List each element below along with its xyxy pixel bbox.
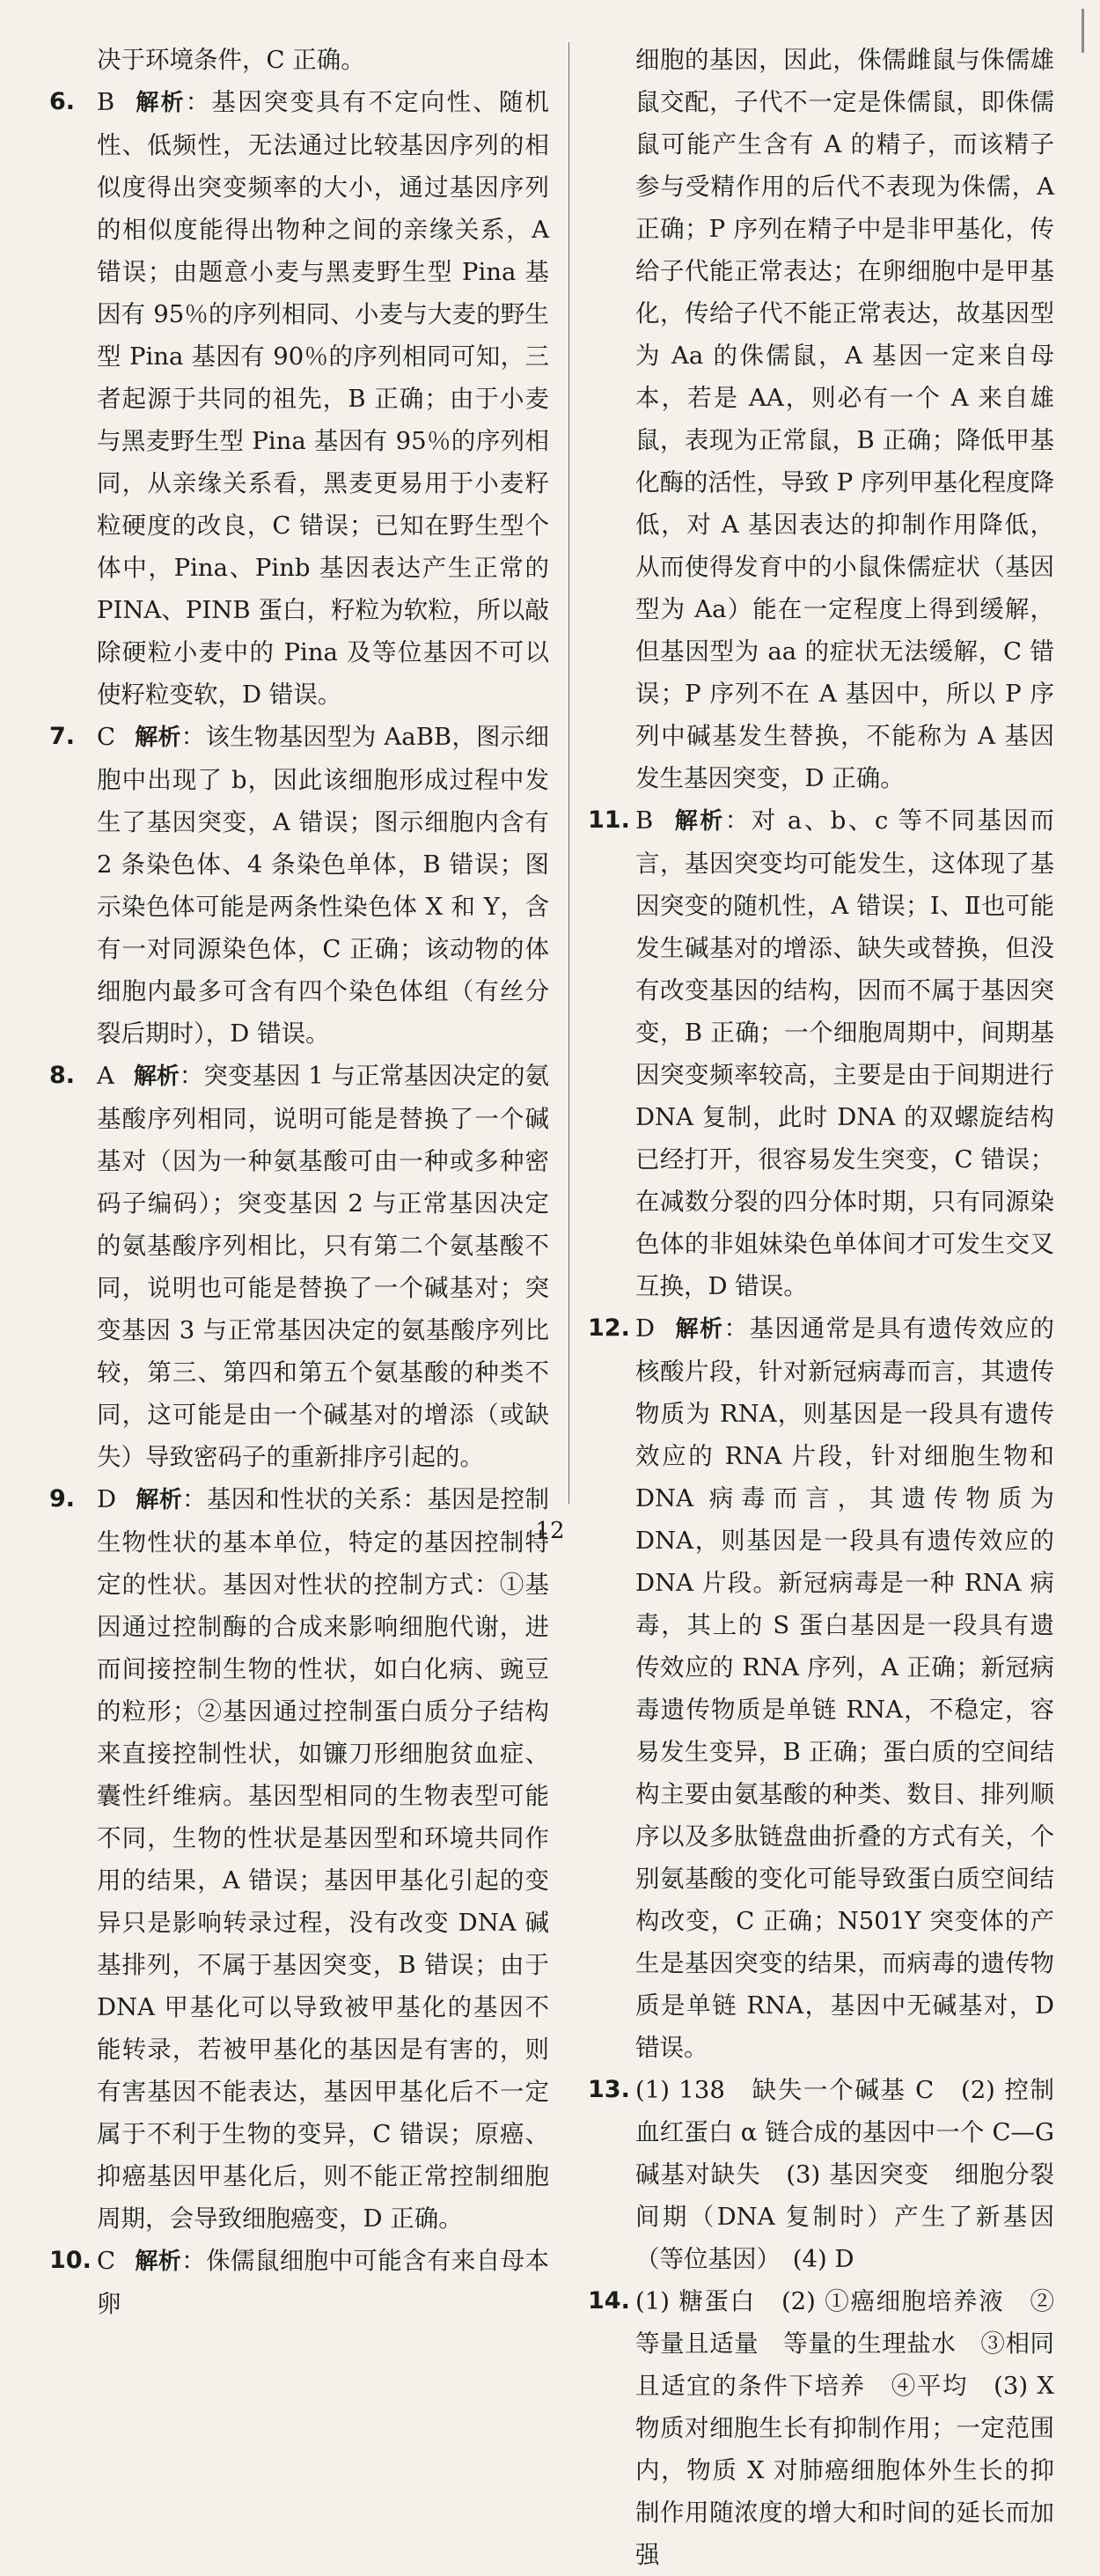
answer-item-9: [49, 1478, 549, 2240]
question-number: 11.: [588, 806, 630, 834]
answer-item-13: [588, 2069, 1054, 2280]
question-number: 8.: [49, 1062, 76, 1089]
answer-text: (1) 138 缺失一个碱基 C (2) 控制血红蛋白 α 链合成的基因中一个 C—G 碱基对缺失 (3) 基因突变 细胞分裂间期（DNA 复制时）产生了新基因（等位基因） (4) D: [635, 2076, 1054, 2273]
analysis-label: 解析: [133, 1064, 180, 1090]
answer-text: 决于环境条件，C 正确。: [97, 46, 365, 74]
answer-item-5-continued: [49, 39, 549, 81]
page-number: 12: [535, 1518, 565, 1544]
analysis-label: 解析: [674, 1316, 724, 1343]
answer-letter: B: [97, 88, 115, 116]
answer-text: ：侏儒鼠细胞中可能含有来自母本卵: [97, 2247, 549, 2318]
answer-item-10-continued: [588, 39, 1054, 799]
answer-letter: C: [97, 2247, 116, 2275]
left-column: [49, 39, 549, 2325]
answer-text: ：基因和性状的关系：基因是控制生物性状的基本单位，特定的基因控制特定的性状。基因对性状的控制方式：①基因通过控制酶的合成来影响细胞代谢，进而间接控制生物的性状，如白化病、豌豆的粒形；②基因通过控制蛋白质分子结构来直接控制性状，如镰刀形细胞贫血症、囊性纤维病。基因型相同的生物表型可能不同，生物的性状是基因型和环境共同作用的结果，A 错误；基因甲基化引起的变异只是影响转录过程，没有改变 DNA 碱基排列，不属于基因突变，B 错误；由于 DNA 甲基化可以导致被甲基化的基因不能转录，若被甲基化的基因是有害的，则有害基因不能表达，基因甲基化后不一定属于不利于生物的变异，C 错误；原癌、抑癌基因甲基化后，则不能正常控制细胞周期，会导致细胞癌变，D 正确。: [97, 1485, 549, 2233]
answer-text: ：对 a、b、c 等不同基因而言，基因突变均可能发生，这体现了基因突变的随机性，A 错误；Ⅰ、Ⅱ也可能发生碱基对的增添、缺失或替换，但没有改变基因的结构，因而不属于基因突变，B 正确；一个细胞周期中，间期基因突变频率较高，主要是由于间期进行 DNA 复制，此时 DNA 的双螺旋结构已经打开，很容易发生突变，C 错误；在减数分裂的四分体时期，只有同源染色体的非姐妹染色单体间才可发生交叉互换，D 错误。: [635, 806, 1054, 1300]
question-number: 13.: [588, 2076, 630, 2103]
answer-letter: A: [97, 1062, 114, 1090]
answer-letter: C: [97, 723, 116, 751]
analysis-label: 解析: [135, 725, 181, 751]
answer-item-11: [588, 799, 1054, 1307]
answer-item-10: [49, 2240, 549, 2325]
question-number: 7.: [49, 723, 76, 750]
answer-letter: D: [635, 1314, 656, 1343]
answer-item-12: [588, 1307, 1054, 2069]
answer-item-6: [49, 81, 549, 716]
analysis-label: 解析: [135, 2248, 182, 2275]
answer-text: ：该生物基因型为 AaBB，图示细胞中出现了 b，因此该细胞形成过程中发生了基因突变，A 错误；图示细胞内含有 2 条染色体、4 条染色单体，B 错误；图示染色体可能是两条性染色体 X 和 Y，含有一对同源染色体，C 正确；该动物的体细胞内最多可含有四个染色体组（有丝分裂后期时），D 错误。: [97, 723, 549, 1048]
right-column: [588, 39, 1054, 2576]
question-number: 9.: [49, 1485, 76, 1512]
answer-item-7: [49, 716, 549, 1055]
question-number: 12.: [588, 1314, 630, 1342]
answer-item-14: [588, 2280, 1054, 2576]
answer-text: (1) 糖蛋白 (2) ①癌细胞培养液 ②等量且适量 等量的生理盐水 ③相同且适宜的条件下培养 ④平均 (3) X 物质对细胞生长有抑制作用；一定范围内，物质 X 对肺癌细胞体外生长的抑制作用随浓度的增大和时间的延长而加强: [635, 2287, 1054, 2569]
question-number: 6.: [49, 88, 76, 115]
answer-text: 细胞的基因，因此，侏儒雌鼠与侏儒雄鼠交配，子代不一定是侏儒鼠，即侏儒鼠可能产生含有 A 的精子，而该精子参与受精作用的后代不表现为侏儒，A 正确；P 序列在精子中是非甲基化，传给子代能正常表达；在卵细胞中是甲基化，传给子代不能正常表达，故基因型为 Aa 的侏儒鼠，A 基因一定来自母本，若是 AA，则必有一个 A 来自雄鼠，表现为正常鼠，B 正确；降低甲基化酶的活性，导致 P 序列甲基化程度降低，对 A 基因表达的抑制作用降低，从而使得发育中的小鼠侏儒症状（基因型为 Aa）能在一定程度上得到缓解，但基因型为 aa 的症状无法缓解，C 错误；P 序列不在 A 基因中，所以 P 序列中碱基发生替换，不能称为 A 基因发生基因突变，D 正确。: [635, 46, 1054, 792]
answer-item-8: [49, 1055, 549, 1478]
question-number: 14.: [588, 2287, 630, 2315]
analysis-label: 解析: [134, 90, 186, 116]
column-divider: [568, 42, 569, 1504]
question-number: 10.: [49, 2247, 92, 2274]
answer-text: ：基因突变具有不定向性、随机性、低频性，无法通过比较基因序列的相似度得出突变频率的大小，通过基因序列的相似度能得出物种之间的亲缘关系，A 错误；由题意小麦与黑麦野生型 Pina 基因有 95％的序列相同、小麦与大麦的野生型 Pina 基因有 90％的序列相同可知，三者起源于共同的祖先，B 正确；由于小麦与黑麦野生型 Pina 基因有 95％的序列相同，从亲缘关系看，黑麦更易用于小麦籽粒硬度的改良，C 错误；已知在野生型个体中，Pina、Pinb 基因表达产生正常的 PINA、PINB 蛋白，籽粒为软粒，所以敲除硬粒小麦中的 Pina 及等位基因不可以使籽粒变软，D 错误。: [97, 88, 549, 709]
analysis-label: 解析: [672, 808, 725, 835]
answer-text: ：基因通常是具有遗传效应的核酸片段，针对新冠病毒而言，其遗传物质为 RNA，则基因是一段具有遗传效应的 RNA 片段，针对细胞生物和 DNA 病毒而言，其遗传物质为 DNA，则基因是一段具有遗传效应的 DNA 片段。新冠病毒是一种 RNA 病毒，其上的 S 蛋白基因是一段具有遗传效应的 RNA 序列，A 正确；新冠病毒遗传物质是单链 RNA，不稳定，容易发生变异，B 正确；蛋白质的空间结构主要由氨基酸的种类、数目、排列顺序以及多肽链盘曲折叠的方式有关，个别氨基酸的变化可能导致蛋白质空间结构改变，C 正确；N501Y 突变体的产生是基因突变的结果，而病毒的遗传物质是单链 RNA，基因中无碱基对，D 错误。: [635, 1314, 1054, 2062]
answer-text: ：突变基因 1 与正常基因决定的氨基酸序列相同，说明可能是替换了一个碱基对（因为一种氨基酸可由一种或多种密码子编码）；突变基因 2 与正常基因决定的氨基酸序列相比，只有第二个氨基酸不同，说明也可能是替换了一个碱基对；突变基因 3 与正常基因决定的氨基酸序列比较，第三、第四和第五个氨基酸的种类不同，这可能是由一个碱基对的增添（或缺失）导致密码子的重新排序引起的。: [97, 1062, 549, 1471]
answer-letter: B: [635, 806, 654, 835]
analysis-label: 解析: [136, 1487, 183, 1513]
page-edge-mark: [1082, 9, 1084, 53]
answer-letter: D: [97, 1485, 117, 1513]
